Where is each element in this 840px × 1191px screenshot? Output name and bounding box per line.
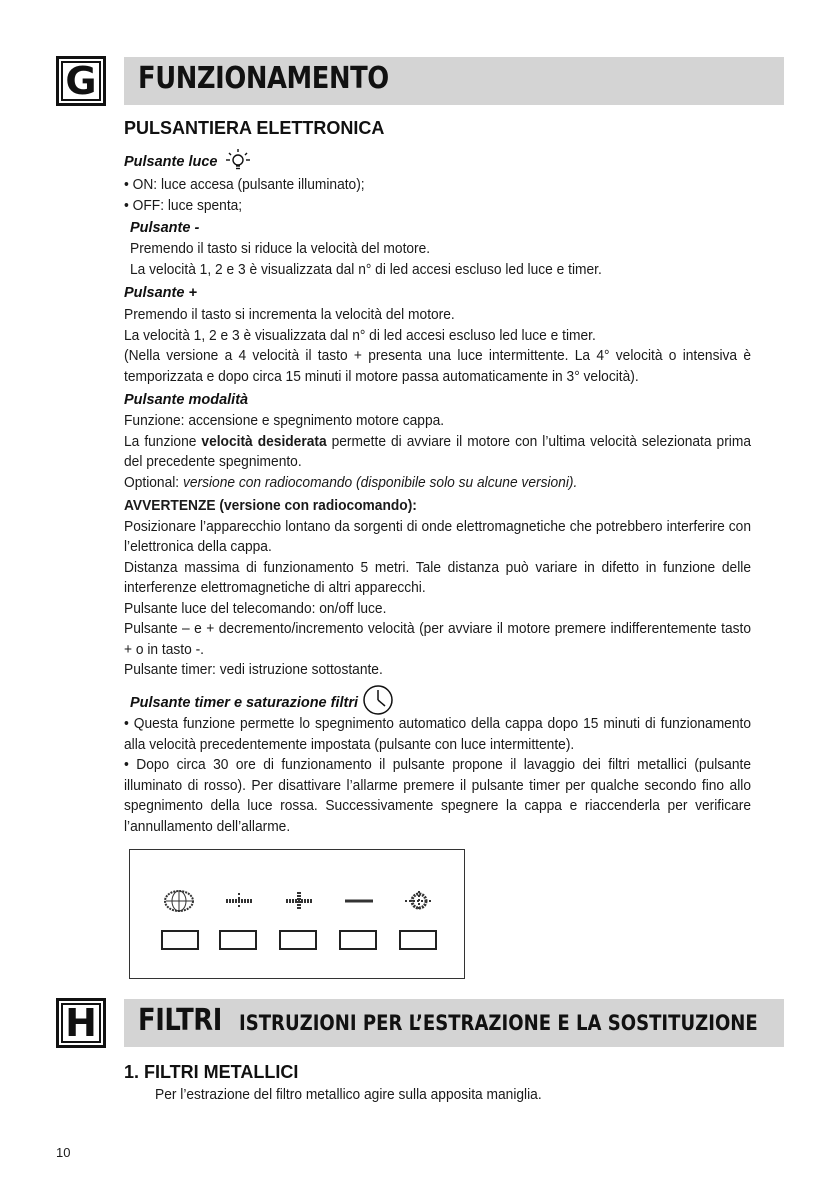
optional-line <box>124 473 751 494</box>
luce-label-text: Pulsante luce <box>124 154 218 170</box>
modalita-line-post: permette di avviare il motore con l’ultima velocità selezionata prima del precedente spegnimento. <box>124 433 751 470</box>
piu-line: (Nella versione a 4 velocità il tasto + presenta una luce intermittente. La 4° velocità o intensiva è temporizzata e dopo circa 15 minuti il motore passa automaticamente in 3° velocità). <box>124 348 751 385</box>
section-title-h <box>138 1003 758 1038</box>
section-letter-g: G <box>56 56 106 106</box>
avvertenze-line: Pulsante timer: vedi istruzione sottostante. <box>124 662 383 678</box>
avvertenze-line: Posizionare l’apparecchio lontano da sorgenti di onde elettromagnetiche che potrebbero interferire con l’elettronica della cappa. <box>124 518 751 555</box>
clock-icon <box>362 684 394 716</box>
modalita-line: Funzione: accensione e spegnimento motore cappa. <box>124 413 445 429</box>
piu-line: La velocità 1, 2 e 3 è visualizzata dal n° di led accesi escluso led luce e timer. <box>124 327 596 344</box>
panel-button-2 <box>219 930 257 950</box>
timer-text <box>124 714 751 837</box>
minus-symbol-icon <box>222 890 256 912</box>
subsection-title: PULSANTIERA ELETTRONICA <box>124 118 385 138</box>
filtri-metallici-title: 1. FILTRI METALLICI <box>124 1062 299 1082</box>
light-symbol-icon <box>402 890 436 912</box>
luce-line: • OFF: luce spenta; <box>124 197 243 214</box>
avvertenze-block <box>124 496 751 681</box>
timer-line: • Dopo circa 30 ore di funzionamento il pulsante propone il lavaggio dei filtri metallici (pulsante illuminato di rosso). Per disattivare l’allarme premere il pulsante timer per qualche secondo fino allo spegnimento della luce rossa. Successivamente spegnere la cappa e riaccenderla per verificare l’annullamento dell’allarme. <box>124 757 751 835</box>
meno-label: Pulsante - <box>130 220 200 236</box>
piu-line: Premendo il tasto si incrementa la velocità del motore. <box>124 307 455 323</box>
optional-label: Optional: <box>124 474 183 491</box>
modalita-line <box>124 432 751 473</box>
timer-line: • Questa funzione permette lo spegnimento automatico della cappa dopo 15 minuti di funzionamento alla velocità precedentemente impostata (pulsante con luce intermittente). <box>124 716 751 753</box>
lightbulb-icon <box>224 148 252 172</box>
modalita-line-bold: velocità desiderata <box>201 433 327 450</box>
meno-line: Premendo il tasto si riduce la velocità del motore. <box>130 241 431 257</box>
panel-button-3 <box>279 930 317 950</box>
control-panel-illustration <box>129 849 465 979</box>
dash-symbol-icon <box>342 890 376 912</box>
luce-text <box>124 175 751 216</box>
panel-button-1 <box>161 930 199 950</box>
avvertenze-line: Pulsante luce del telecomando: on/off luce. <box>124 600 387 617</box>
avvertenze-line: Pulsante – e + decremento/incremento velocità (per avviare il motore premere indifferentemente tasto + o in tasto -. <box>124 621 751 658</box>
section-letter-h: H <box>56 998 106 1048</box>
timer-symbol-icon <box>162 890 196 912</box>
meno-line: La velocità 1, 2 e 3 è visualizzata dal n° di led accesi escluso led luce e timer. <box>130 261 602 278</box>
section-title-h-sub: ISTRUZIONI PER L’ESTRAZIONE E LA SOSTITUZIONE <box>238 1011 758 1035</box>
section-title-bar-h <box>124 999 784 1047</box>
section-title-bar <box>124 57 784 105</box>
piu-text <box>124 305 751 387</box>
piu-label: Pulsante + <box>124 285 197 301</box>
panel-button-5 <box>399 930 437 950</box>
avvertenze-title: AVVERTENZE (versione con radiocomando): <box>124 498 417 514</box>
section-title-h-main: FILTRI <box>138 1003 222 1038</box>
section-title: FUNZIONAMENTO <box>138 61 389 96</box>
page-number: 10 <box>56 1145 71 1160</box>
timer-label-text: Pulsante timer e saturazione filtri <box>130 695 359 711</box>
filtri-metallici-text: Per l’estrazione del filtro metallico agire sulla apposita maniglia. <box>155 1087 542 1103</box>
optional-text: versione con radiocomando (disponibile solo su alcune versioni). <box>182 474 578 491</box>
avvertenze-line: Distanza massima di funzionamento 5 metri. Tale distanza può variare in difetto in funzione delle interferenze elettromagnetiche di altri apparecchi. <box>124 559 751 596</box>
modalita-line-pre: La funzione <box>124 433 202 450</box>
plus-symbol-icon <box>282 890 316 912</box>
luce-line: • ON: luce accesa (pulsante illuminato); <box>124 177 365 193</box>
meno-text <box>130 239 757 280</box>
timer-label <box>130 684 394 716</box>
modalita-text <box>124 411 751 493</box>
luce-label <box>124 148 252 172</box>
modalita-label: Pulsante modalità <box>124 392 249 408</box>
panel-button-4 <box>339 930 377 950</box>
